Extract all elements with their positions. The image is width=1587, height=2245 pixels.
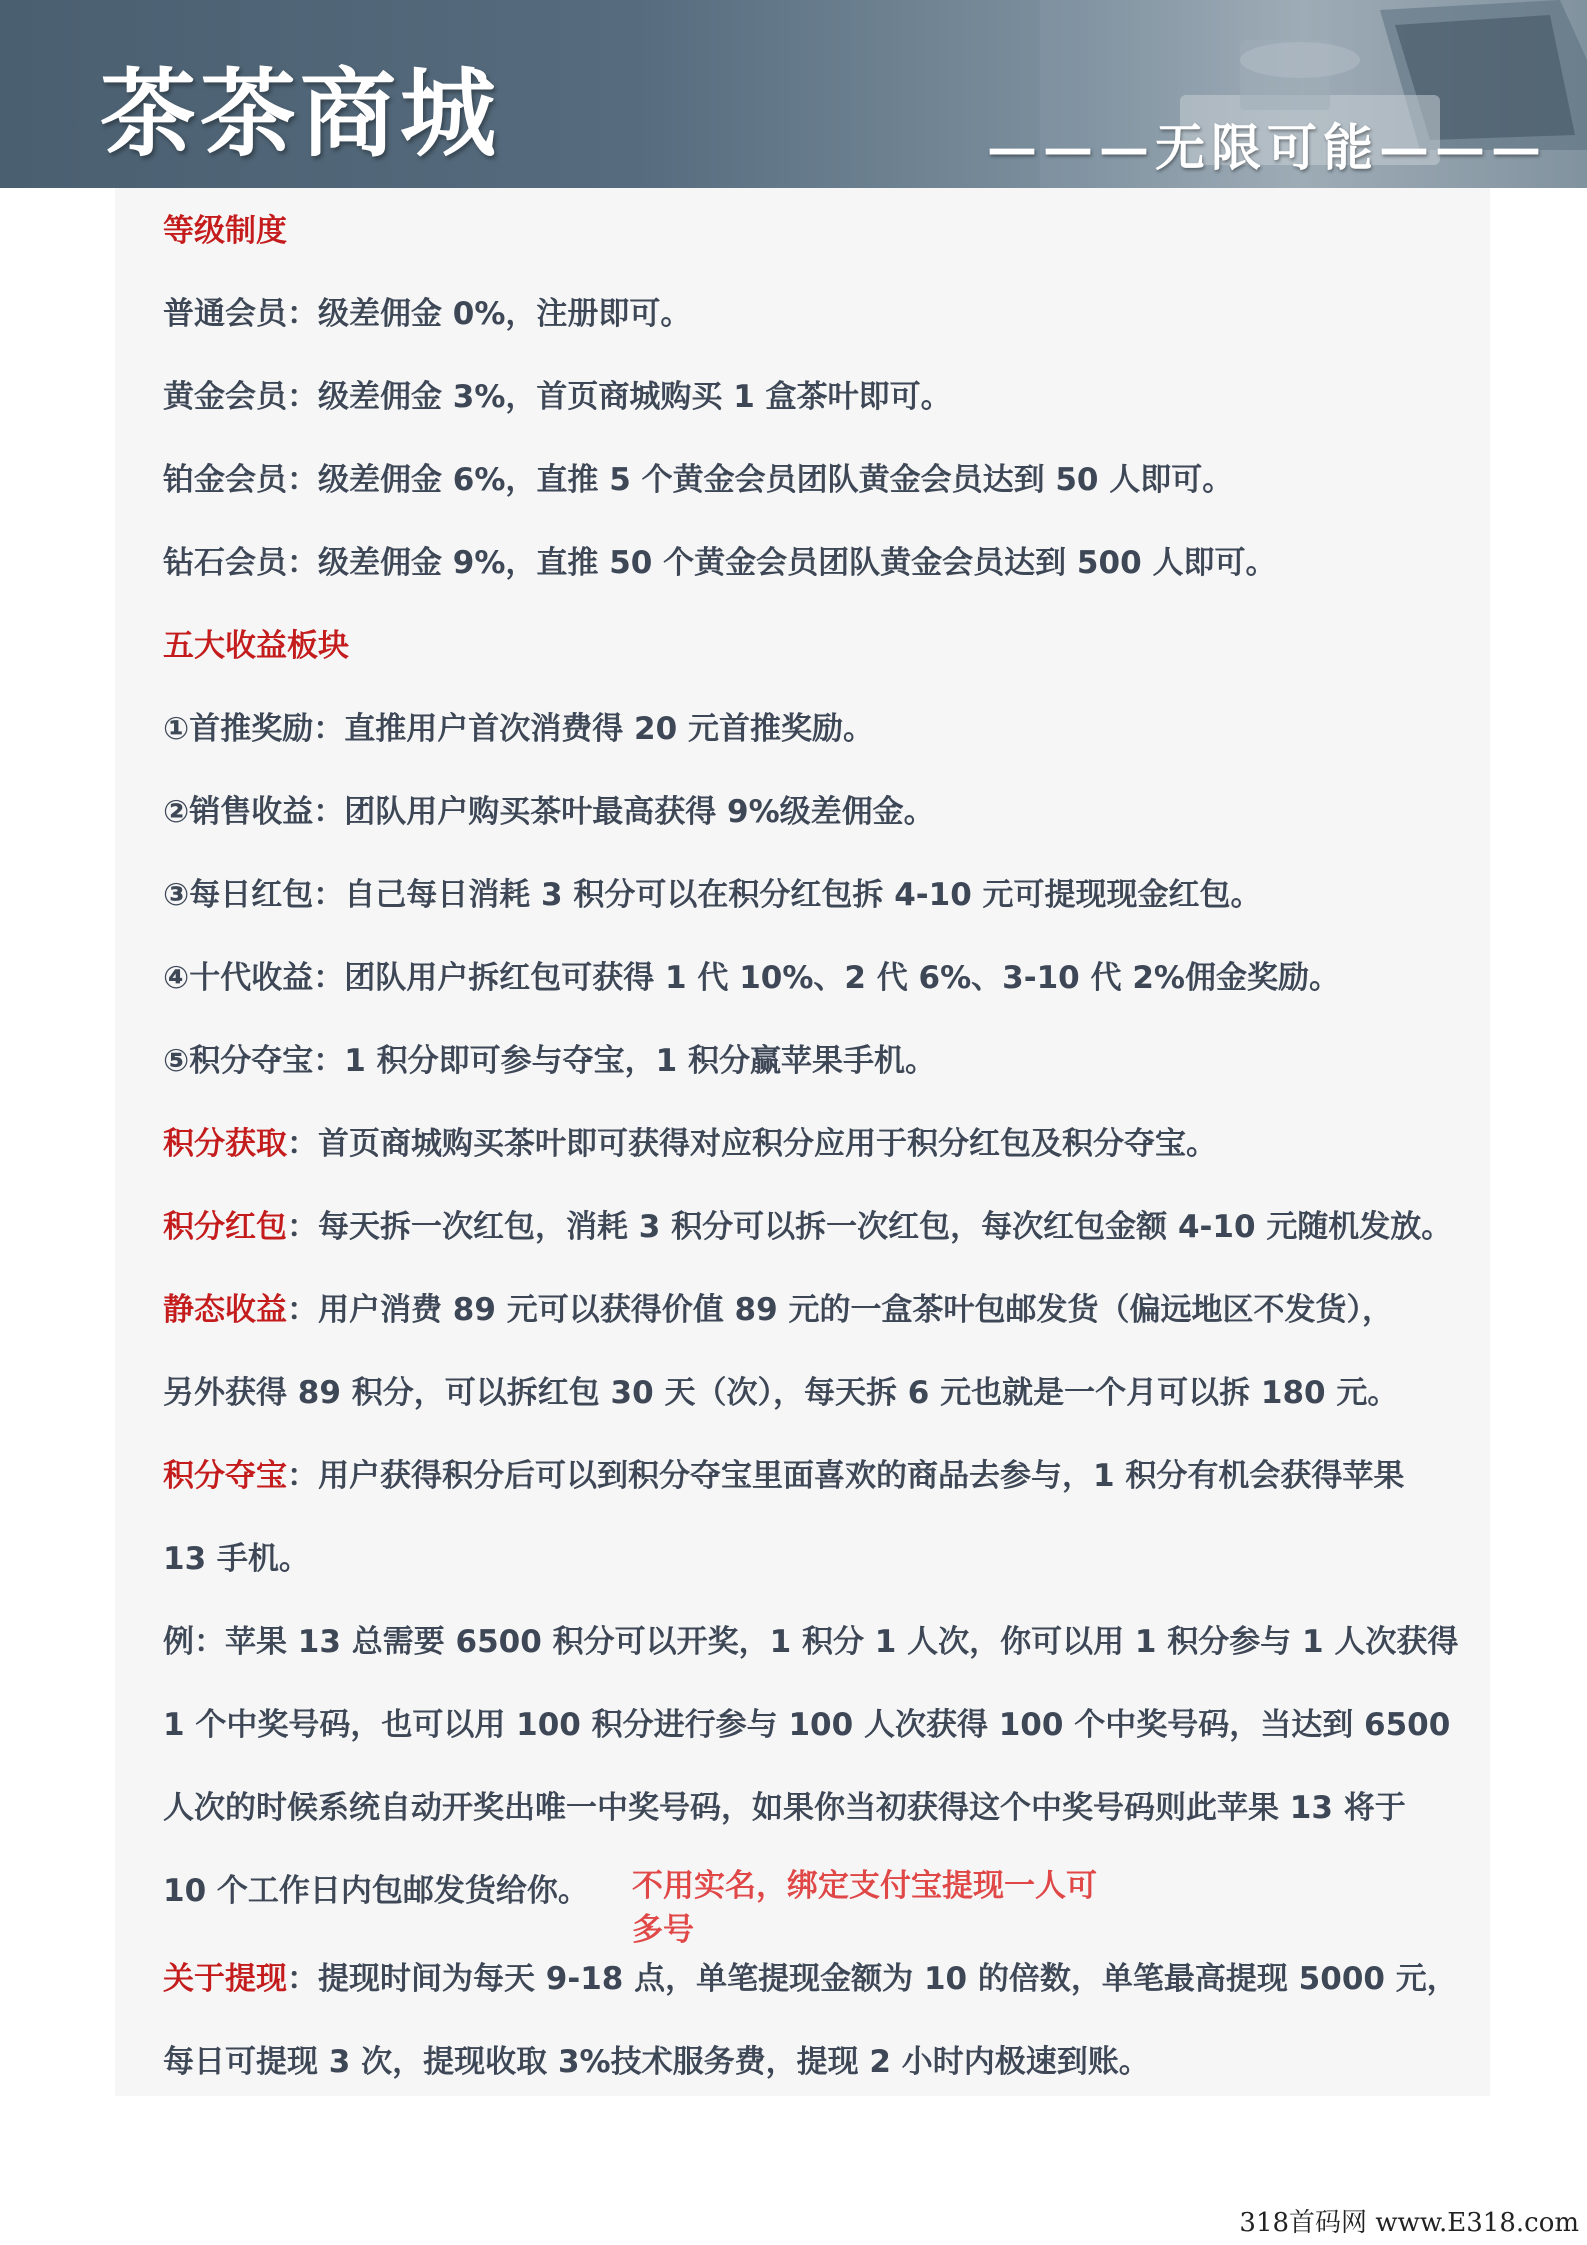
income-item: ①首推奖励：直推用户首次消费得 20 元首推奖励。	[163, 711, 874, 747]
points-lottery-label: 积分夺宝	[163, 1458, 287, 1494]
slogan: ———无限可能———	[987, 118, 1547, 177]
red-note	[632, 1864, 1192, 1952]
site-watermark: 318首码网 www.E318.com	[1239, 2208, 1579, 2238]
points-redpacket-paragraph	[163, 1207, 1463, 1247]
static-income-text-cont: 另外获得 89 积分，可以拆红包 30 天（次），每天拆 6 元也就是一个月可以拆 180 元。	[163, 1375, 1399, 1411]
income-heading: 五大收益板块	[163, 628, 349, 664]
example-line: 1 个中奖号码，也可以用 100 积分进行参与 100 人次获得 100 个中奖号码，当达到 6500	[163, 1707, 1451, 1743]
points-redpacket-label: 积分红包	[163, 1209, 287, 1245]
red-note-line: 不用实名，绑定支付宝提现一人可	[632, 1868, 1097, 1904]
example-line: 人次的时候系统自动开奖出唯一中奖号码，如果你当初获得这个中奖号码则此苹果 13 将于	[163, 1790, 1406, 1826]
points-lottery-paragraph	[163, 1456, 1463, 1496]
income-item: ③每日红包：自己每日消耗 3 积分可以在积分红包拆 4-10 元可提现现金红包。	[163, 877, 1262, 913]
points-redpacket-text: ：每天拆一次红包，消耗 3 积分可以拆一次红包，每次红包金额 4-10 元随机发放。	[287, 1209, 1453, 1245]
example-line: 10 个工作日内包邮发货给你。	[163, 1873, 589, 1909]
withdrawal-label: 关于提现	[163, 1961, 287, 1997]
income-item: ⑤积分夺宝：1 积分即可参与夺宝，1 积分赢苹果手机。	[163, 1043, 936, 1079]
static-income-label: 静态收益	[163, 1292, 287, 1328]
points-lottery-text-cont: 13 手机。	[163, 1541, 310, 1577]
brand-title: 茶茶商城	[100, 58, 500, 170]
withdrawal-paragraph	[163, 1959, 1463, 1999]
level-item: 黄金会员：级差佣金 3%，首页商城购买 1 盒茶叶即可。	[163, 379, 952, 415]
static-income-text: ：用户消费 89 元可以获得价值 89 元的一盒茶叶包邮发货（偏远地区不发货），	[287, 1292, 1393, 1328]
level-item: 铂金会员：级差佣金 6%，直推 5 个黄金会员团队黄金会员达到 50 人即可。	[163, 462, 1234, 498]
withdrawal-text: ：提现时间为每天 9-18 点，单笔提现金额为 10 的倍数，单笔最高提现 5000 元，	[287, 1961, 1458, 1997]
income-item: ④十代收益：团队用户拆红包可获得 1 代 10%、2 代 6%、3-10 代 2%佣金奖励。	[163, 960, 1340, 996]
levels-heading: 等级制度	[163, 213, 287, 249]
points-acquire-label: 积分获取	[163, 1126, 287, 1162]
income-item: ②销售收益：团队用户购买茶叶最高获得 9%级差佣金。	[163, 794, 935, 830]
example-line: 例：苹果 13 总需要 6500 积分可以开奖，1 积分 1 人次，你可以用 1 积分参与 1 人次获得	[163, 1624, 1459, 1660]
points-acquire-text: ：首页商城购买茶叶即可获得对应积分应用于积分红包及积分夺宝。	[287, 1126, 1217, 1162]
red-note-line: 多号	[632, 1912, 694, 1948]
points-lottery-text: ：用户获得积分后可以到积分夺宝里面喜欢的商品去参与，1 积分有机会获得苹果	[287, 1458, 1405, 1494]
static-income-paragraph	[163, 1290, 1463, 1330]
header-banner	[0, 0, 1587, 188]
points-acquire-paragraph	[163, 1124, 1463, 1164]
level-item: 钻石会员：级差佣金 9%，直推 50 个黄金会员团队黄金会员达到 500 人即可。	[163, 545, 1277, 581]
withdrawal-text-cont: 每日可提现 3 次，提现收取 3%技术服务费，提现 2 小时内极速到账。	[163, 2044, 1150, 2080]
level-item: 普通会员：级差佣金 0%，注册即可。	[163, 296, 692, 332]
